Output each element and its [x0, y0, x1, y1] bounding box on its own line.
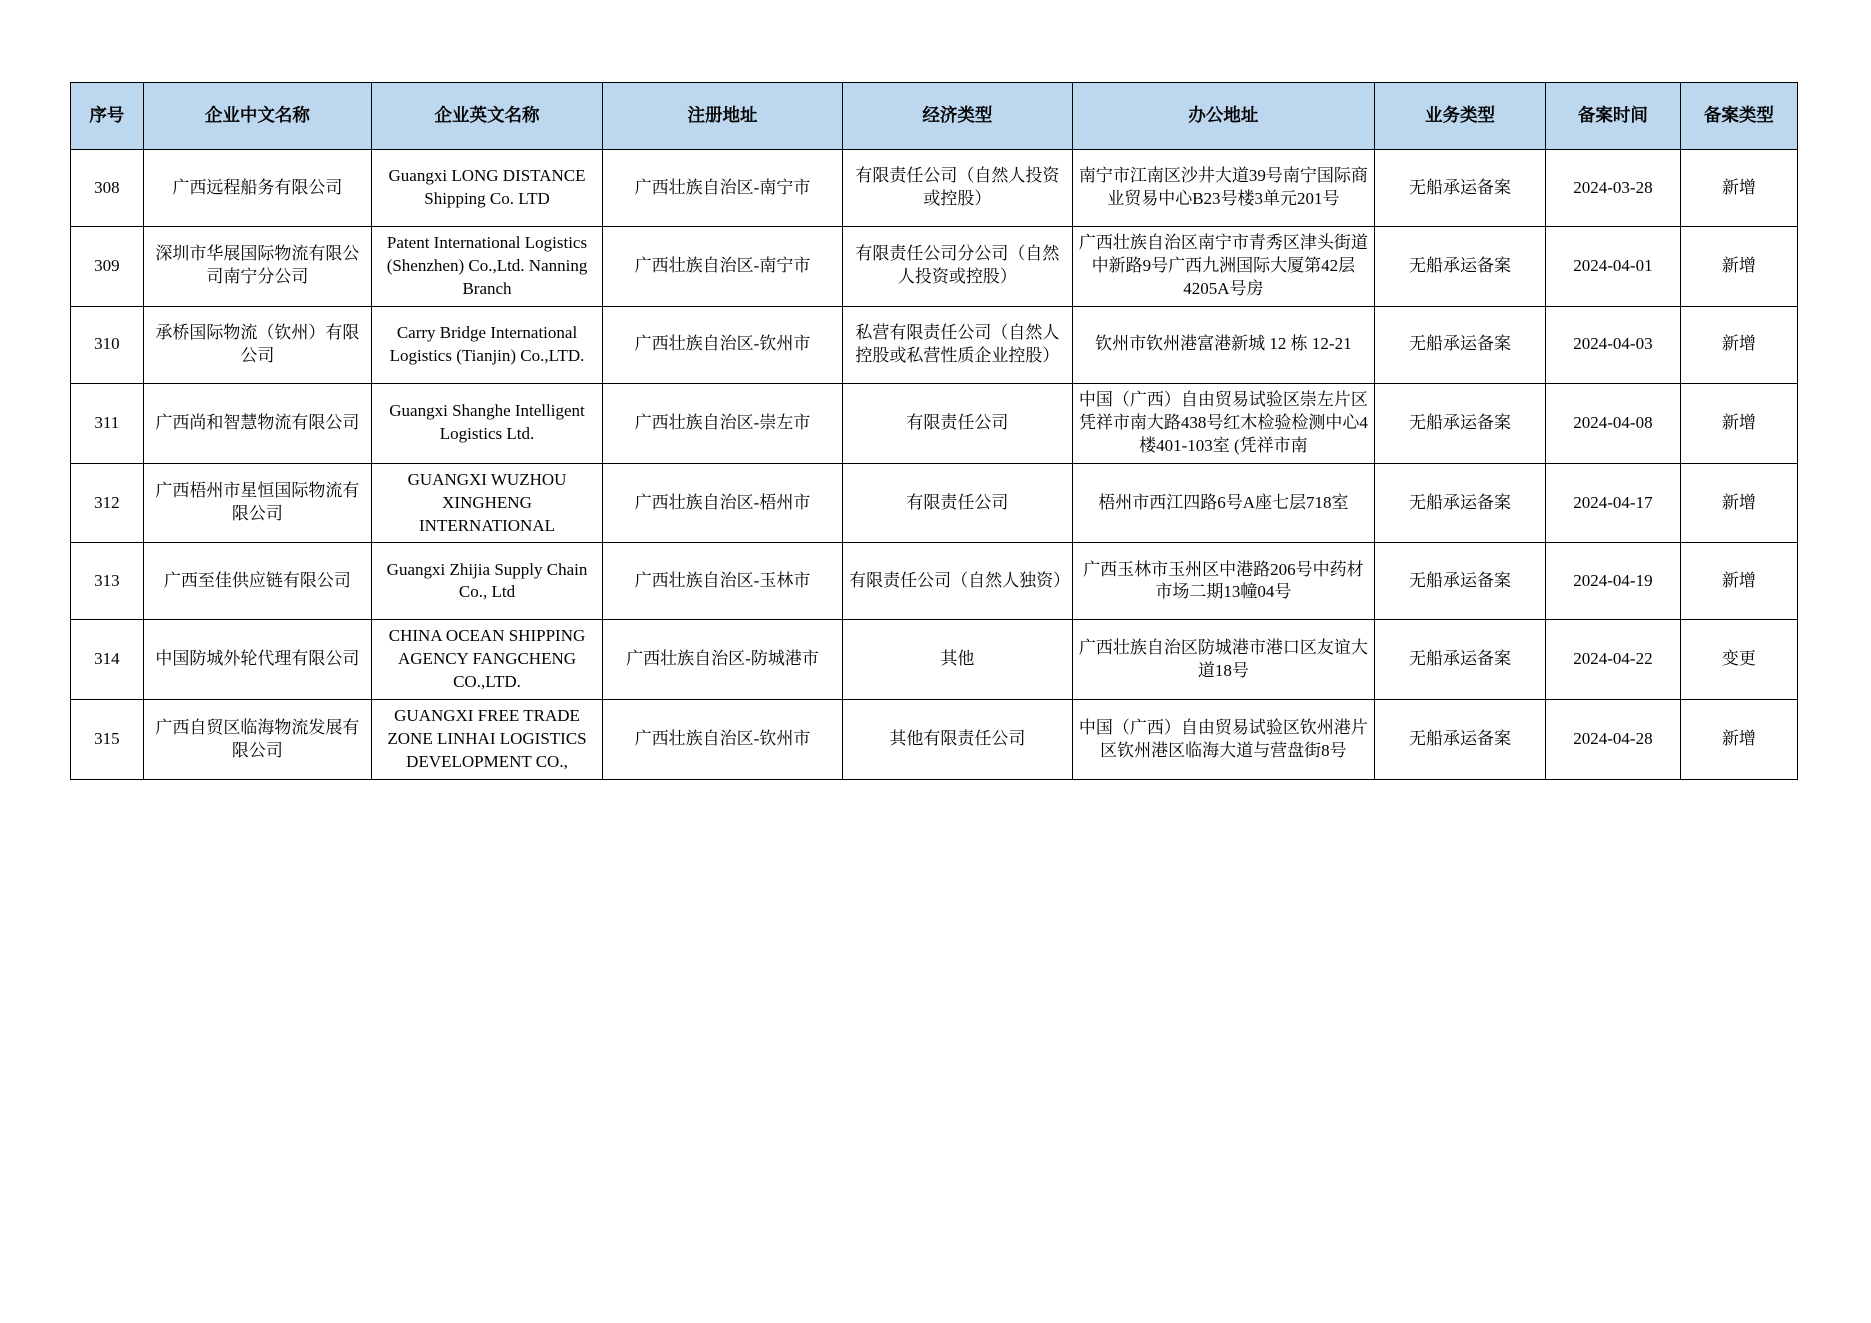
cell-office-address: 广西壮族自治区南宁市青秀区津头街道中新路9号广西九洲国际大厦第42层4205A号房	[1072, 227, 1374, 307]
table-row	[71, 306, 1798, 383]
cell-record-date: 2024-04-01	[1546, 227, 1681, 307]
column-header-economic-type: 经济类型	[843, 83, 1073, 150]
cell-business-type: 无船承运备案	[1375, 306, 1546, 383]
cell-cn-name: 深圳市华展国际物流有限公司南宁分公司	[143, 227, 371, 307]
cell-office-address: 广西玉林市玉州区中港路206号中药材市场二期13幢04号	[1072, 543, 1374, 620]
cell-cn-name: 广西梧州市星恒国际物流有限公司	[143, 463, 371, 543]
cell-en-name: Patent International Logistics (Shenzhen) Co.,Ltd. Nanning Branch	[372, 227, 603, 307]
table-row	[71, 543, 1798, 620]
cell-cn-name: 广西至佳供应链有限公司	[143, 543, 371, 620]
cell-record-type: 新增	[1680, 543, 1797, 620]
cell-cn-name: 广西远程船务有限公司	[143, 150, 371, 227]
cell-cn-name: 中国防城外轮代理有限公司	[143, 620, 371, 700]
cell-economic-type: 其他有限责任公司	[843, 700, 1073, 780]
cell-en-name: Guangxi LONG DISTANCE Shipping Co. LTD	[372, 150, 603, 227]
table-row	[71, 463, 1798, 543]
cell-record-type: 变更	[1680, 620, 1797, 700]
cell-reg-address: 广西壮族自治区-南宁市	[602, 227, 842, 307]
cell-seq: 311	[71, 383, 144, 463]
cell-record-date: 2024-04-28	[1546, 700, 1681, 780]
cell-seq: 308	[71, 150, 144, 227]
cell-office-address: 梧州市西江四路6号A座七层718室	[1072, 463, 1374, 543]
cell-record-date: 2024-04-22	[1546, 620, 1681, 700]
cell-en-name: CHINA OCEAN SHIPPING AGENCY FANGCHENG CO.,LTD.	[372, 620, 603, 700]
cell-record-date: 2024-04-08	[1546, 383, 1681, 463]
table-row	[71, 383, 1798, 463]
cell-en-name: Guangxi Zhijia Supply Chain Co., Ltd	[372, 543, 603, 620]
enterprise-record-table	[70, 82, 1798, 780]
cell-record-date: 2024-04-19	[1546, 543, 1681, 620]
column-header-cn-name: 企业中文名称	[143, 83, 371, 150]
cell-reg-address: 广西壮族自治区-防城港市	[602, 620, 842, 700]
cell-reg-address: 广西壮族自治区-玉林市	[602, 543, 842, 620]
cell-record-date: 2024-03-28	[1546, 150, 1681, 227]
cell-record-date: 2024-04-03	[1546, 306, 1681, 383]
cell-record-type: 新增	[1680, 150, 1797, 227]
column-header-reg-address: 注册地址	[602, 83, 842, 150]
cell-record-date: 2024-04-17	[1546, 463, 1681, 543]
cell-office-address: 南宁市江南区沙井大道39号南宁国际商业贸易中心B23号楼3单元201号	[1072, 150, 1374, 227]
table-container	[70, 82, 1798, 780]
column-header-en-name: 企业英文名称	[372, 83, 603, 150]
cell-office-address: 中国（广西）自由贸易试验区崇左片区凭祥市南大路438号红木检验检测中心4楼401-103室 (凭祥市南	[1072, 383, 1374, 463]
cell-cn-name: 广西尚和智慧物流有限公司	[143, 383, 371, 463]
column-header-record-type: 备案类型	[1680, 83, 1797, 150]
cell-economic-type: 有限责任公司	[843, 383, 1073, 463]
cell-en-name: Guangxi Shanghe Intelligent Logistics Ltd.	[372, 383, 603, 463]
cell-seq: 312	[71, 463, 144, 543]
cell-business-type: 无船承运备案	[1375, 620, 1546, 700]
cell-economic-type: 有限责任公司（自然人投资或控股）	[843, 150, 1073, 227]
cell-reg-address: 广西壮族自治区-梧州市	[602, 463, 842, 543]
cell-en-name: GUANGXI FREE TRADE ZONE LINHAI LOGISTICS DEVELOPMENT CO.,	[372, 700, 603, 780]
cell-seq: 315	[71, 700, 144, 780]
cell-cn-name: 承桥国际物流（钦州）有限公司	[143, 306, 371, 383]
cell-record-type: 新增	[1680, 383, 1797, 463]
column-header-record-date: 备案时间	[1546, 83, 1681, 150]
table-row	[71, 227, 1798, 307]
table-row	[71, 150, 1798, 227]
cell-seq: 314	[71, 620, 144, 700]
cell-reg-address: 广西壮族自治区-崇左市	[602, 383, 842, 463]
cell-record-type: 新增	[1680, 306, 1797, 383]
table-body	[71, 150, 1798, 780]
cell-en-name: Carry Bridge International Logistics (Tianjin) Co.,LTD.	[372, 306, 603, 383]
cell-business-type: 无船承运备案	[1375, 700, 1546, 780]
cell-reg-address: 广西壮族自治区-钦州市	[602, 700, 842, 780]
table-header	[71, 83, 1798, 150]
cell-office-address: 钦州市钦州港富港新城 12 栋 12-21	[1072, 306, 1374, 383]
cell-economic-type: 私营有限责任公司（自然人控股或私营性质企业控股）	[843, 306, 1073, 383]
cell-record-type: 新增	[1680, 463, 1797, 543]
column-header-business-type: 业务类型	[1375, 83, 1546, 150]
cell-reg-address: 广西壮族自治区-钦州市	[602, 306, 842, 383]
cell-cn-name: 广西自贸区临海物流发展有限公司	[143, 700, 371, 780]
cell-seq: 309	[71, 227, 144, 307]
cell-record-type: 新增	[1680, 227, 1797, 307]
cell-business-type: 无船承运备案	[1375, 227, 1546, 307]
cell-economic-type: 有限责任公司	[843, 463, 1073, 543]
cell-seq: 313	[71, 543, 144, 620]
cell-office-address: 广西壮族自治区防城港市港口区友谊大道18号	[1072, 620, 1374, 700]
cell-economic-type: 有限责任公司分公司（自然人投资或控股）	[843, 227, 1073, 307]
cell-economic-type: 其他	[843, 620, 1073, 700]
cell-seq: 310	[71, 306, 144, 383]
cell-business-type: 无船承运备案	[1375, 463, 1546, 543]
column-header-office-address: 办公地址	[1072, 83, 1374, 150]
cell-record-type: 新增	[1680, 700, 1797, 780]
cell-business-type: 无船承运备案	[1375, 383, 1546, 463]
column-header-seq: 序号	[71, 83, 144, 150]
table-row	[71, 620, 1798, 700]
cell-reg-address: 广西壮族自治区-南宁市	[602, 150, 842, 227]
cell-en-name: GUANGXI WUZHOU XINGHENG INTERNATIONAL	[372, 463, 603, 543]
table-row	[71, 700, 1798, 780]
table-header-row	[71, 83, 1798, 150]
cell-economic-type: 有限责任公司（自然人独资）	[843, 543, 1073, 620]
cell-business-type: 无船承运备案	[1375, 543, 1546, 620]
cell-office-address: 中国（广西）自由贸易试验区钦州港片区钦州港区临海大道与营盘街8号	[1072, 700, 1374, 780]
cell-business-type: 无船承运备案	[1375, 150, 1546, 227]
